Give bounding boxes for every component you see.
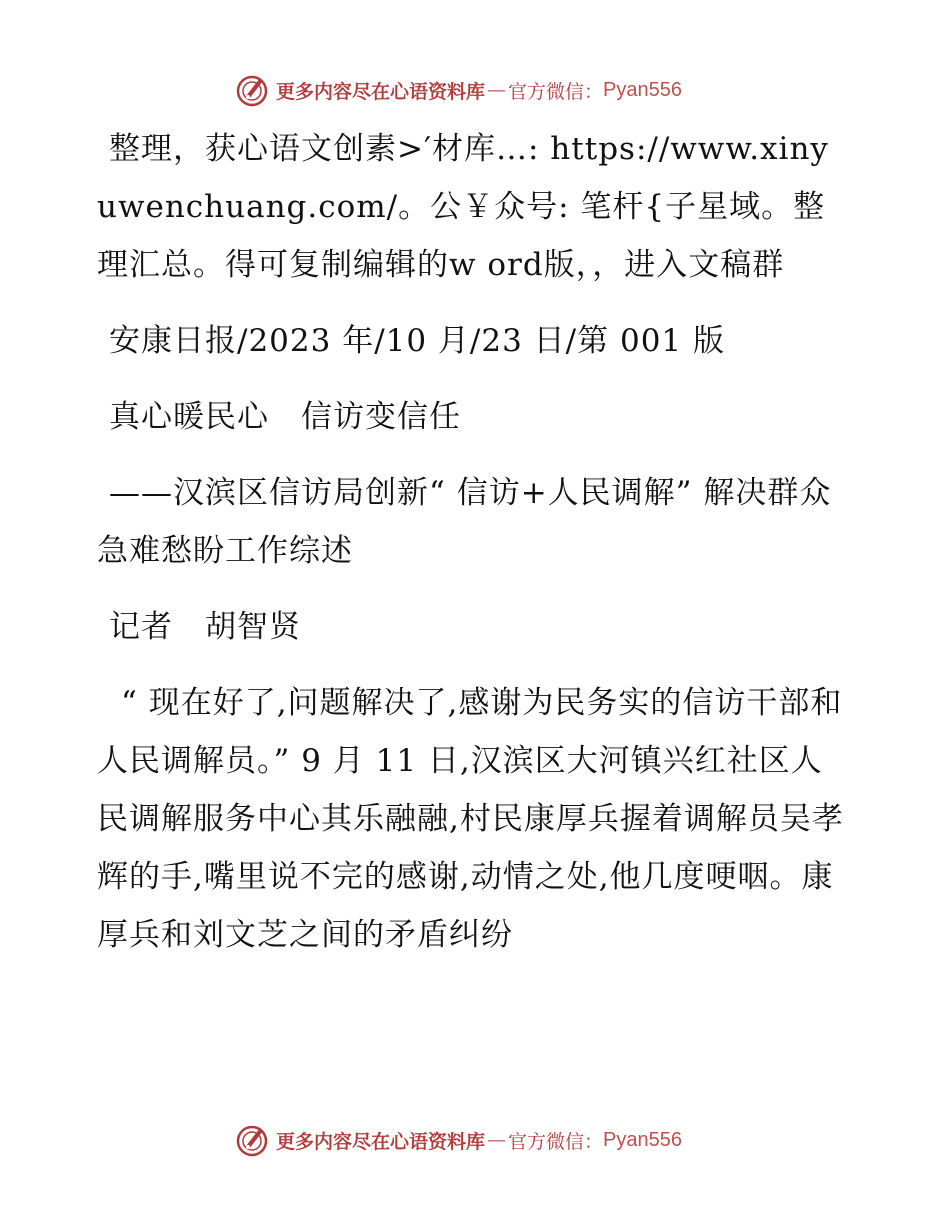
- intro-paragraph: 整理，获心语文创素>′材库…: https://www.xinyuwenchuang.com/。公￥众号: 笔杆{子星域。整理汇总。得可复制编辑的w ord版，，进入文稿群: [97, 131, 829, 283]
- banner-text: 更多内容尽在心语资料库: [276, 1130, 486, 1153]
- banner-wechat-label: 官方微信：: [508, 80, 604, 103]
- banner-separator: —: [487, 79, 507, 101]
- banner-wechat-id: Pyan556: [603, 78, 682, 101]
- brand-logo-icon: [234, 72, 270, 108]
- brand-logo-icon: [234, 1122, 270, 1158]
- banner-wechat-id: Pyan556: [603, 1128, 682, 1151]
- header-banner: [234, 70, 714, 110]
- banner-text: 更多内容尽在心语资料库: [276, 80, 486, 103]
- subheadline: ——汉滨区信访局创新“ 信访+人民调解” 解决群众急难愁盼工作综述: [97, 475, 832, 569]
- byline: 记者 胡智贤: [109, 609, 301, 645]
- banner-separator: —: [487, 1129, 507, 1151]
- body-paragraph: “ 现在好了,问题解决了,感谢为民务实的信访干部和人民调解员。” 9 月 11 日,汉滨区大河镇兴红社区人民调解服务中心其乐融融,村民康厚兵握着调解员吴孝辉的手,嘴里说不完的感谢,动情之处,他几度哽咽。康厚兵和刘文芝之间的矛盾纠纷: [97, 685, 844, 953]
- headline: 真心暖民心 信访变信任: [109, 399, 461, 435]
- dateline: 安康日报/2023 年/10 月/23 日/第 001 版: [109, 323, 726, 359]
- article-content: [97, 120, 849, 964]
- footer-banner: [234, 1120, 714, 1160]
- banner-wechat-label: 官方微信：: [508, 1130, 604, 1153]
